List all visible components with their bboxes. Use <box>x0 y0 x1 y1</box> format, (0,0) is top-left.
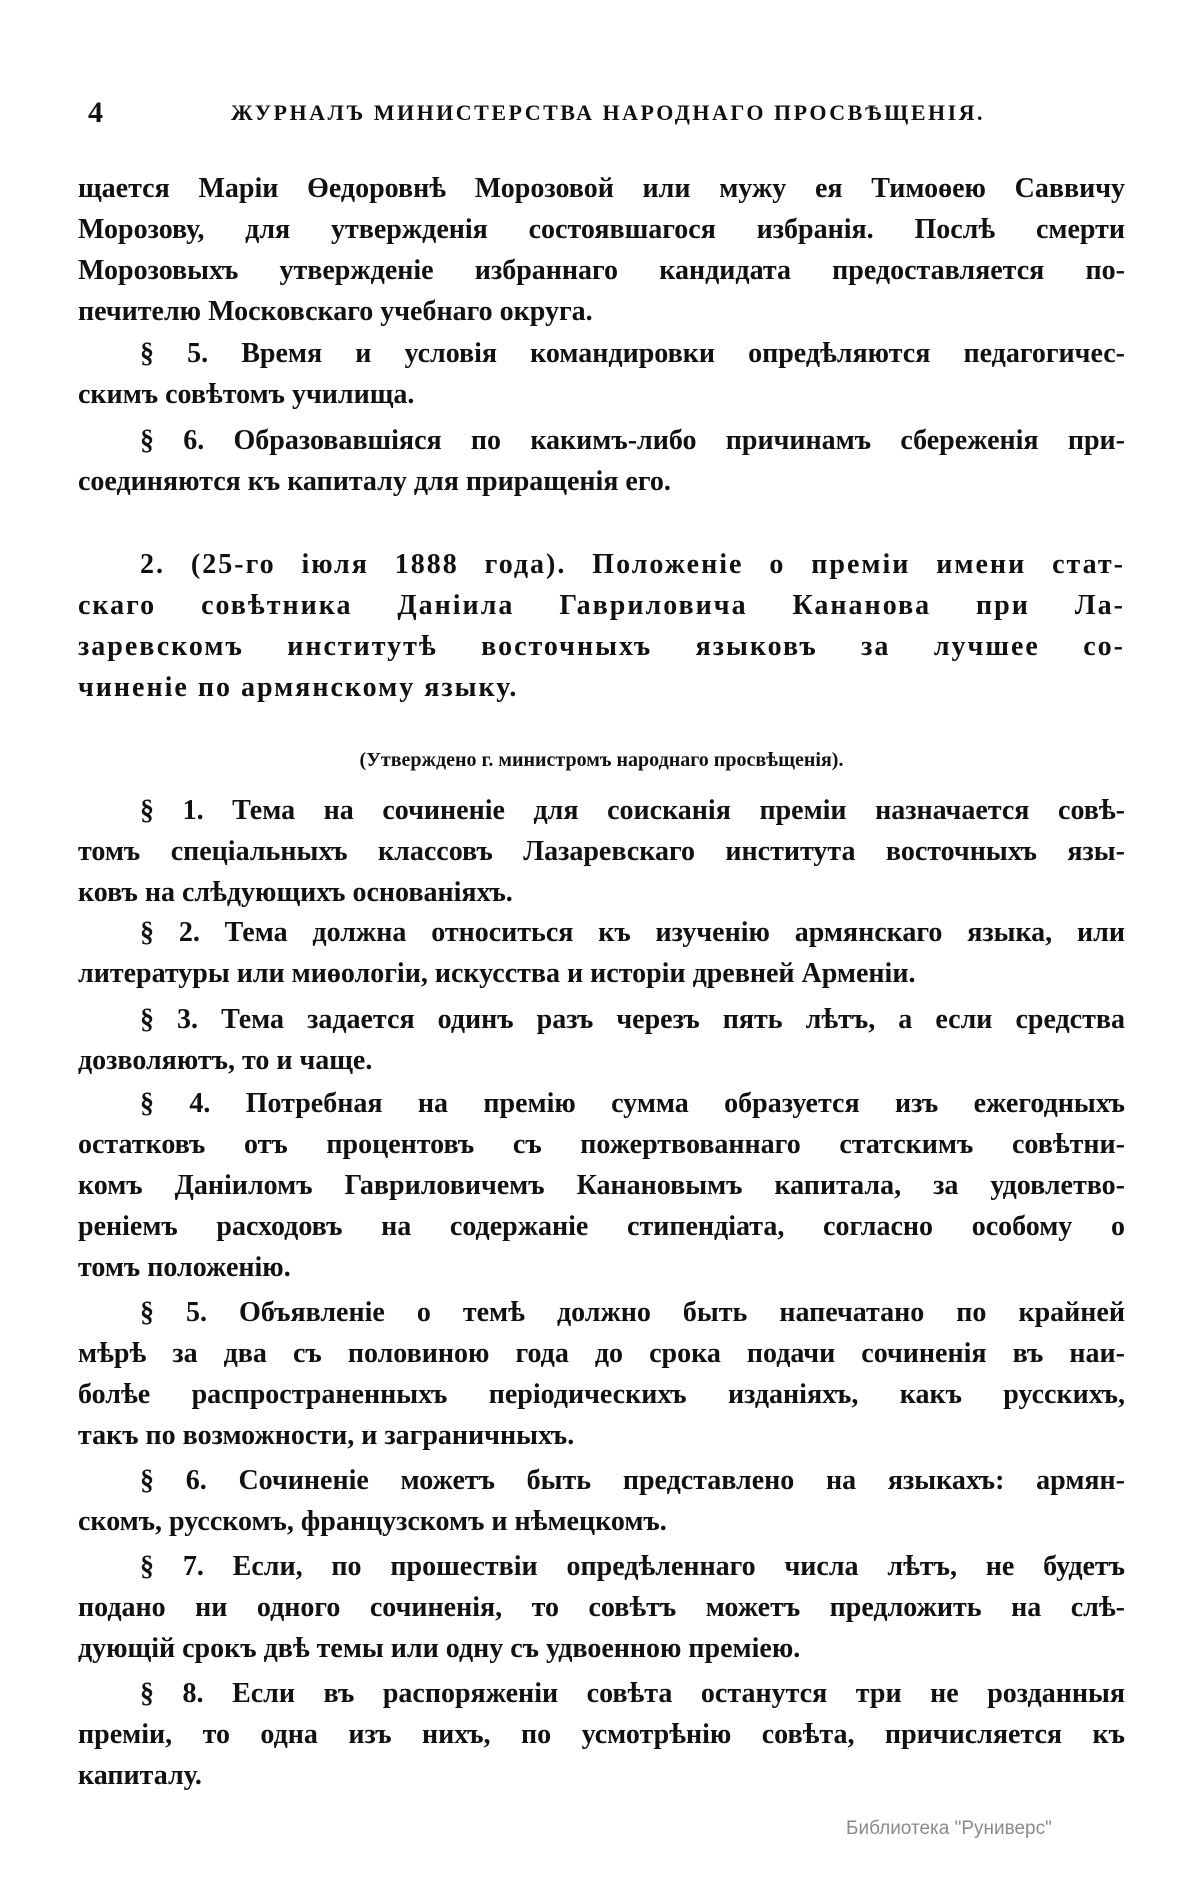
text-line: печителю Московскаго учебнаго округа. <box>78 296 593 327</box>
text-line: болѣе распространенныхъ періодическихъ изданіяхъ, какъ русскихъ, <box>78 1379 1125 1410</box>
text-line: ковъ на слѣдующихъ основаніяхъ. <box>78 877 513 908</box>
text-line: скимъ совѣтомъ училища. <box>78 379 415 410</box>
text-line: капиталу. <box>78 1760 202 1791</box>
text-line: § 2. Тема должна относиться къ изученію армянскаго языка, или <box>140 917 1125 948</box>
library-watermark: Библиотека "Руниверс" <box>846 1818 1052 1839</box>
text-line: § 7. Если, по прошествіи опредѣленнаго числа лѣтъ, не будетъ <box>140 1551 1125 1582</box>
running-title: ЖУРНАЛЪ МИНИСТЕРСТВА НАРОДНАГО ПРОСВѢЩЕНІЯ. <box>230 100 986 125</box>
text-line: Морозову, для утвержденія состоявшагося избранія. Послѣ смерти <box>78 214 1125 245</box>
paragraph <box>78 1546 1125 1669</box>
text-line: § 8. Если въ распоряженіи совѣта останутся три не розданныя <box>140 1678 1125 1709</box>
paragraph <box>78 168 1125 332</box>
section-title <box>78 544 1125 708</box>
text-line: остатковъ отъ процентовъ съ пожертвованнаго статскимъ совѣтни- <box>78 1129 1125 1160</box>
text-line: преміи, то одна изъ нихъ, по усмотрѣнію совѣта, причисляется къ <box>78 1719 1125 1750</box>
text-line: § 1. Тема на сочиненіе для соисканія преміи назначается совѣ- <box>140 795 1125 826</box>
page-number: 4 <box>88 96 103 129</box>
paragraph <box>78 1292 1125 1456</box>
text-line: (Утверждено г. министромъ народнаго просвѣщенія). <box>359 749 844 771</box>
text-line: томъ положенію. <box>78 1252 291 1283</box>
paragraph <box>78 790 1125 913</box>
text-line: реніемъ расходовъ на содержаніе стипендіата, согласно особому о <box>78 1211 1125 1242</box>
text-line: дозволяютъ, то и чаще. <box>78 1045 373 1076</box>
text-line: § 5. Объявленіе о темѣ должно быть напечатано по крайней <box>140 1297 1125 1328</box>
text-line: § 4. Потребная на премію сумма образуется изъ ежегодныхъ <box>140 1088 1125 1119</box>
text-line: чиненіе по армянскому языку. <box>78 672 519 703</box>
text-line: такъ по возможности, и заграничныхъ. <box>78 1420 575 1451</box>
paragraph <box>78 1460 1125 1542</box>
text-line: томъ спеціальныхъ классовъ Лазаревскаго института восточныхъ язы- <box>78 836 1125 867</box>
text-line: скомъ, русскомъ, французскомъ и нѣмецкомъ. <box>78 1506 667 1537</box>
text-line: литературы или миөологіи, искусства и исторіи древней Арменіи. <box>78 958 916 989</box>
paragraph <box>78 1083 1125 1288</box>
text-line: мѣрѣ за два съ половиною года до срока подачи сочиненія въ наи- <box>78 1338 1125 1369</box>
text-line: подано ни одного сочиненія, то совѣтъ можетъ предложить на слѣ- <box>78 1592 1125 1623</box>
approval-note <box>78 740 1125 781</box>
text-line: скаго совѣтника Даніила Гавриловича Кананова при Ла- <box>78 590 1125 621</box>
text-line: щается Маріи Өедоровнѣ Морозовой или мужу ея Тимоөею Саввичу <box>78 173 1125 204</box>
paragraph <box>78 333 1125 415</box>
paragraph <box>78 999 1125 1081</box>
text-line: Морозовыхъ утвержденіе избраннаго кандидата предоставляется по- <box>78 255 1125 286</box>
text-line: соединяются къ капиталу для приращенія его. <box>78 466 671 497</box>
paragraph <box>78 420 1125 502</box>
text-line: § 5. Время и условія командировки опредѣляются педагогичес- <box>140 338 1125 369</box>
text-line: § 6. Сочиненіе можетъ быть представлено на языкахъ: армян- <box>140 1465 1125 1496</box>
paragraph <box>78 1673 1125 1796</box>
text-line: дующій срокъ двѣ темы или одну съ удвоенною преміею. <box>78 1633 801 1664</box>
text-line: § 6. Образовавшіяся по какимъ-либо причинамъ сбереженія при- <box>140 425 1125 456</box>
text-line: заревскомъ институтѣ восточныхъ языковъ за лучшее со- <box>78 631 1125 662</box>
text-line: 2. (25-го іюля 1888 года). Положеніе о преміи имени стат- <box>140 549 1125 580</box>
paragraph <box>78 912 1125 994</box>
text-line: комъ Даніиломъ Гавриловичемъ Канановымъ капитала, за удовлетво- <box>78 1170 1125 1201</box>
text-line: § 3. Тема задается одинъ разъ черезъ пять лѣтъ, а если средства <box>140 1004 1125 1035</box>
